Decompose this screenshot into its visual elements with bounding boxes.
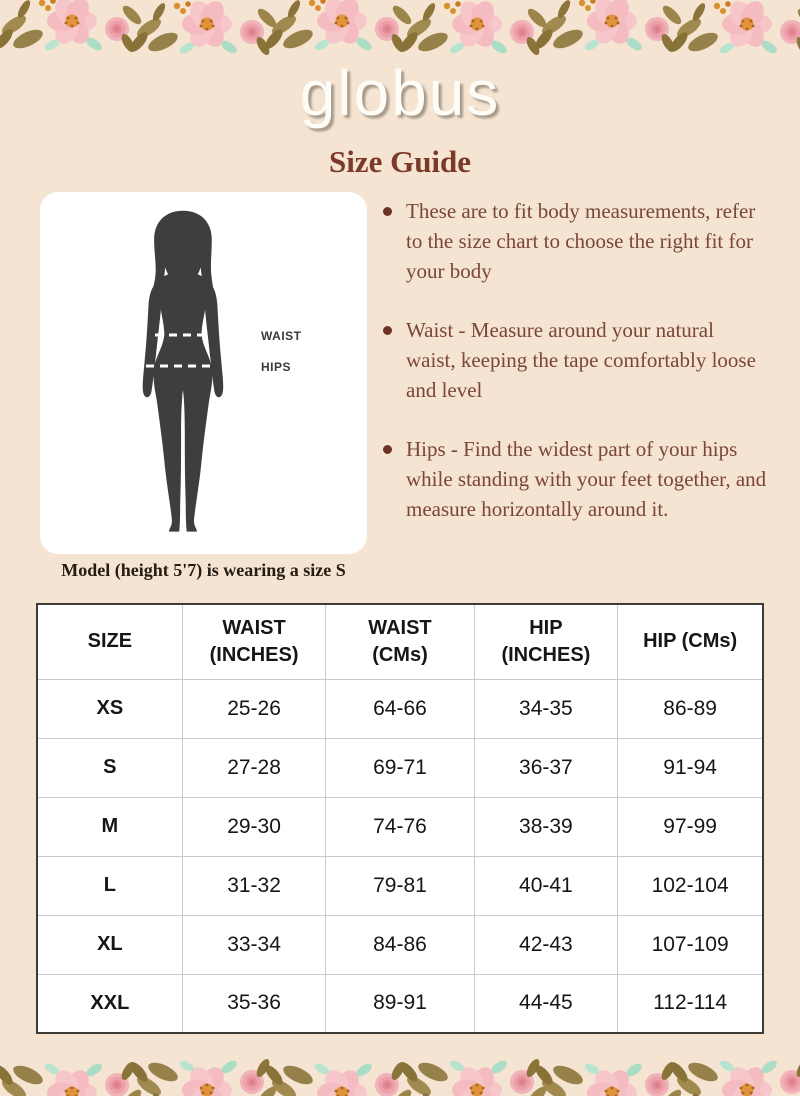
waist-inches-cell: 35-36 [182,974,326,1033]
model-caption: Model (height 5'7) is wearing a size S [61,560,346,580]
size-cell: XS [37,679,182,738]
table-row [37,856,763,915]
bullet-dot-icon [383,207,392,216]
instruction-text: Waist - Measure around your natural waist, keeping the tape comfortably loose and level [406,318,756,402]
brand-logo: globus [299,57,501,129]
instruction-text: Hips - Find the widest part of your hips while standing with your feet together, and measure horizontally around it. [406,437,767,521]
waist-inches-cell: 25-26 [182,679,326,738]
hips-label: HIPS [260,360,291,374]
waist-cms-cell: 79-81 [326,856,474,915]
hip-cms-cell: 86-89 [618,679,763,738]
column-header: WAIST (INCHES) [182,604,326,679]
table-row [37,974,763,1033]
page-title: Size Guide [328,144,472,179]
size-cell: XXL [37,974,182,1033]
bullet-dot-icon [383,326,392,335]
table-row [37,738,763,797]
size-cell: M [37,797,182,856]
size-cell: S [37,738,182,797]
size-chart-table [36,603,764,1034]
waist-cms-cell: 84-86 [326,915,474,974]
bullet-dot-icon [383,445,392,454]
hip-inches-cell: 36-37 [474,738,618,797]
hip-cms-cell: 107-109 [618,915,763,974]
column-header: HIP (INCHES) [474,604,618,679]
column-header: WAIST (CMs) [326,604,474,679]
waist-inches-cell: 29-30 [182,797,326,856]
waist-label: WAIST [260,329,301,343]
waist-inches-cell: 33-34 [182,915,326,974]
size-cell: XL [37,915,182,974]
instruction-item [383,315,768,405]
table-row [37,679,763,738]
waist-inches-cell: 31-32 [182,856,326,915]
hip-cms-cell: 112-114 [618,974,763,1033]
waist-cms-cell: 89-91 [326,974,474,1033]
table-row [37,797,763,856]
hip-inches-cell: 38-39 [474,797,618,856]
column-header: SIZE [37,604,182,679]
instruction-item [383,196,768,286]
instruction-text: These are to fit body measurements, refer to the size chart to choose the right fit for your body [406,199,756,283]
waist-cms-cell: 69-71 [326,738,474,797]
waist-cms-cell: 74-76 [326,797,474,856]
body-diagram-card [40,192,367,554]
hip-inches-cell: 34-35 [474,679,618,738]
hip-inches-cell: 40-41 [474,856,618,915]
waist-inches-cell: 27-28 [182,738,326,797]
hip-inches-cell: 44-45 [474,974,618,1033]
hip-cms-cell: 97-99 [618,797,763,856]
table-header-row [37,604,763,679]
size-cell: L [37,856,182,915]
table-row [37,915,763,974]
hip-inches-cell: 42-43 [474,915,618,974]
floral-border-top-icon [0,0,800,62]
body-silhouette-figure [54,206,354,540]
hip-cms-cell: 91-94 [618,738,763,797]
instructions-list [383,196,768,553]
instruction-item [383,434,768,524]
floral-border-bottom-icon [0,1056,800,1096]
column-header: HIP (CMs) [618,604,763,679]
waist-cms-cell: 64-66 [326,679,474,738]
hip-cms-cell: 102-104 [618,856,763,915]
